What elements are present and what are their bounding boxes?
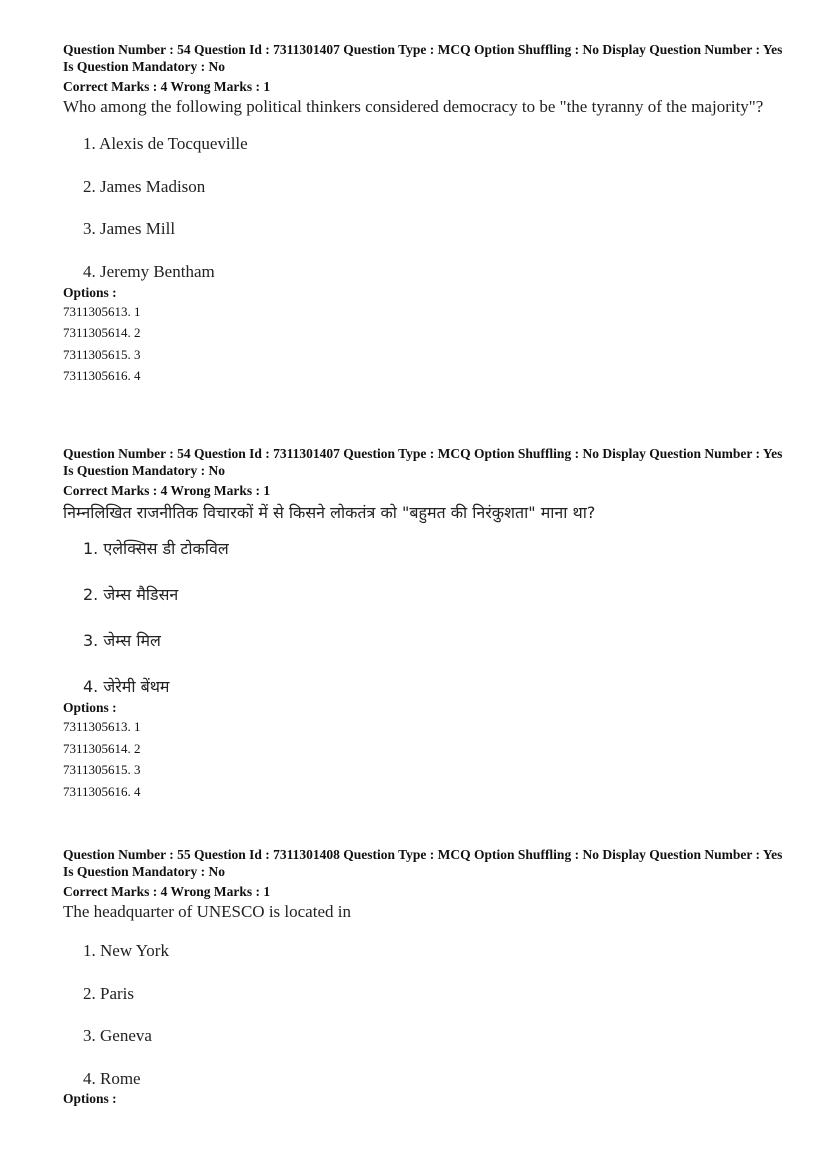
choice-item: 4. Rome [83, 1068, 141, 1088]
question-block [63, 446, 783, 802]
question-block [63, 42, 783, 387]
choice-list [63, 940, 783, 1090]
question-meta: Question Number : 54 Question Id : 7311301407 Question Type : MCQ Option Shuffling : No Display Question Number : Yes Is Question Mandatory : No [63, 446, 783, 478]
question-text: The headquarter of UNESCO is located in [63, 902, 351, 921]
option-id: 7311305614. 2 [63, 325, 141, 340]
question-text: Who among the following political thinkers considered democracy to be "the tyranny of the majority"? [63, 97, 764, 116]
options-label: Options : [63, 700, 117, 715]
choice-item: 4. जेरेमी बेंथम [83, 677, 170, 696]
choice-item: 2. James Madison [83, 176, 206, 196]
choice-item: 3. जेम्स मिल [83, 631, 161, 650]
choice-item: 2. Paris [83, 983, 134, 1003]
choice-item: 1. Alexis de Tocqueville [83, 134, 248, 153]
question-text: निम्नलिखित राजनीतिक विचारकों में से किसने लोकतंत्र को "बहुमत की निरंकुशता" माना था? [63, 503, 596, 522]
option-id: 7311305616. 4 [63, 783, 141, 799]
question-meta: Question Number : 54 Question Id : 7311301407 Question Type : MCQ Option Shuffling : No Display Question Number : Yes Is Question Mandatory : No [63, 42, 783, 74]
option-id: 7311305614. 2 [63, 740, 141, 756]
option-id: 7311305615. 3 [63, 762, 141, 777]
question-marks: Correct Marks : 4 Wrong Marks : 1 [63, 483, 271, 498]
options-label: Options : [63, 1090, 117, 1106]
choice-item: 2. जेम्स मैडिसन [83, 585, 179, 604]
option-id: 7311305615. 3 [63, 346, 141, 362]
choice-item: 3. James Mill [83, 219, 176, 238]
choice-item: 4. Jeremy Bentham [83, 261, 215, 281]
choice-list [63, 537, 783, 699]
choice-item: 1. एलेक्सिस डी टोकविल [83, 539, 229, 558]
option-id: 7311305613. 1 [63, 719, 141, 734]
question-marks: Correct Marks : 4 Wrong Marks : 1 [63, 79, 271, 94]
choice-item: 1. New York [83, 941, 169, 960]
choice-list [63, 133, 783, 283]
question-marks: Correct Marks : 4 Wrong Marks : 1 [63, 884, 271, 899]
option-id: 7311305613. 1 [63, 303, 141, 319]
choice-item: 3. Geneva [83, 1026, 152, 1045]
options-label: Options : [63, 284, 117, 300]
option-id: 7311305616. 4 [63, 368, 141, 383]
question-meta: Question Number : 55 Question Id : 7311301408 Question Type : MCQ Option Shuffling : No Display Question Number : Yes Is Question Mandatory : No [63, 847, 783, 879]
question-block [63, 847, 783, 1107]
